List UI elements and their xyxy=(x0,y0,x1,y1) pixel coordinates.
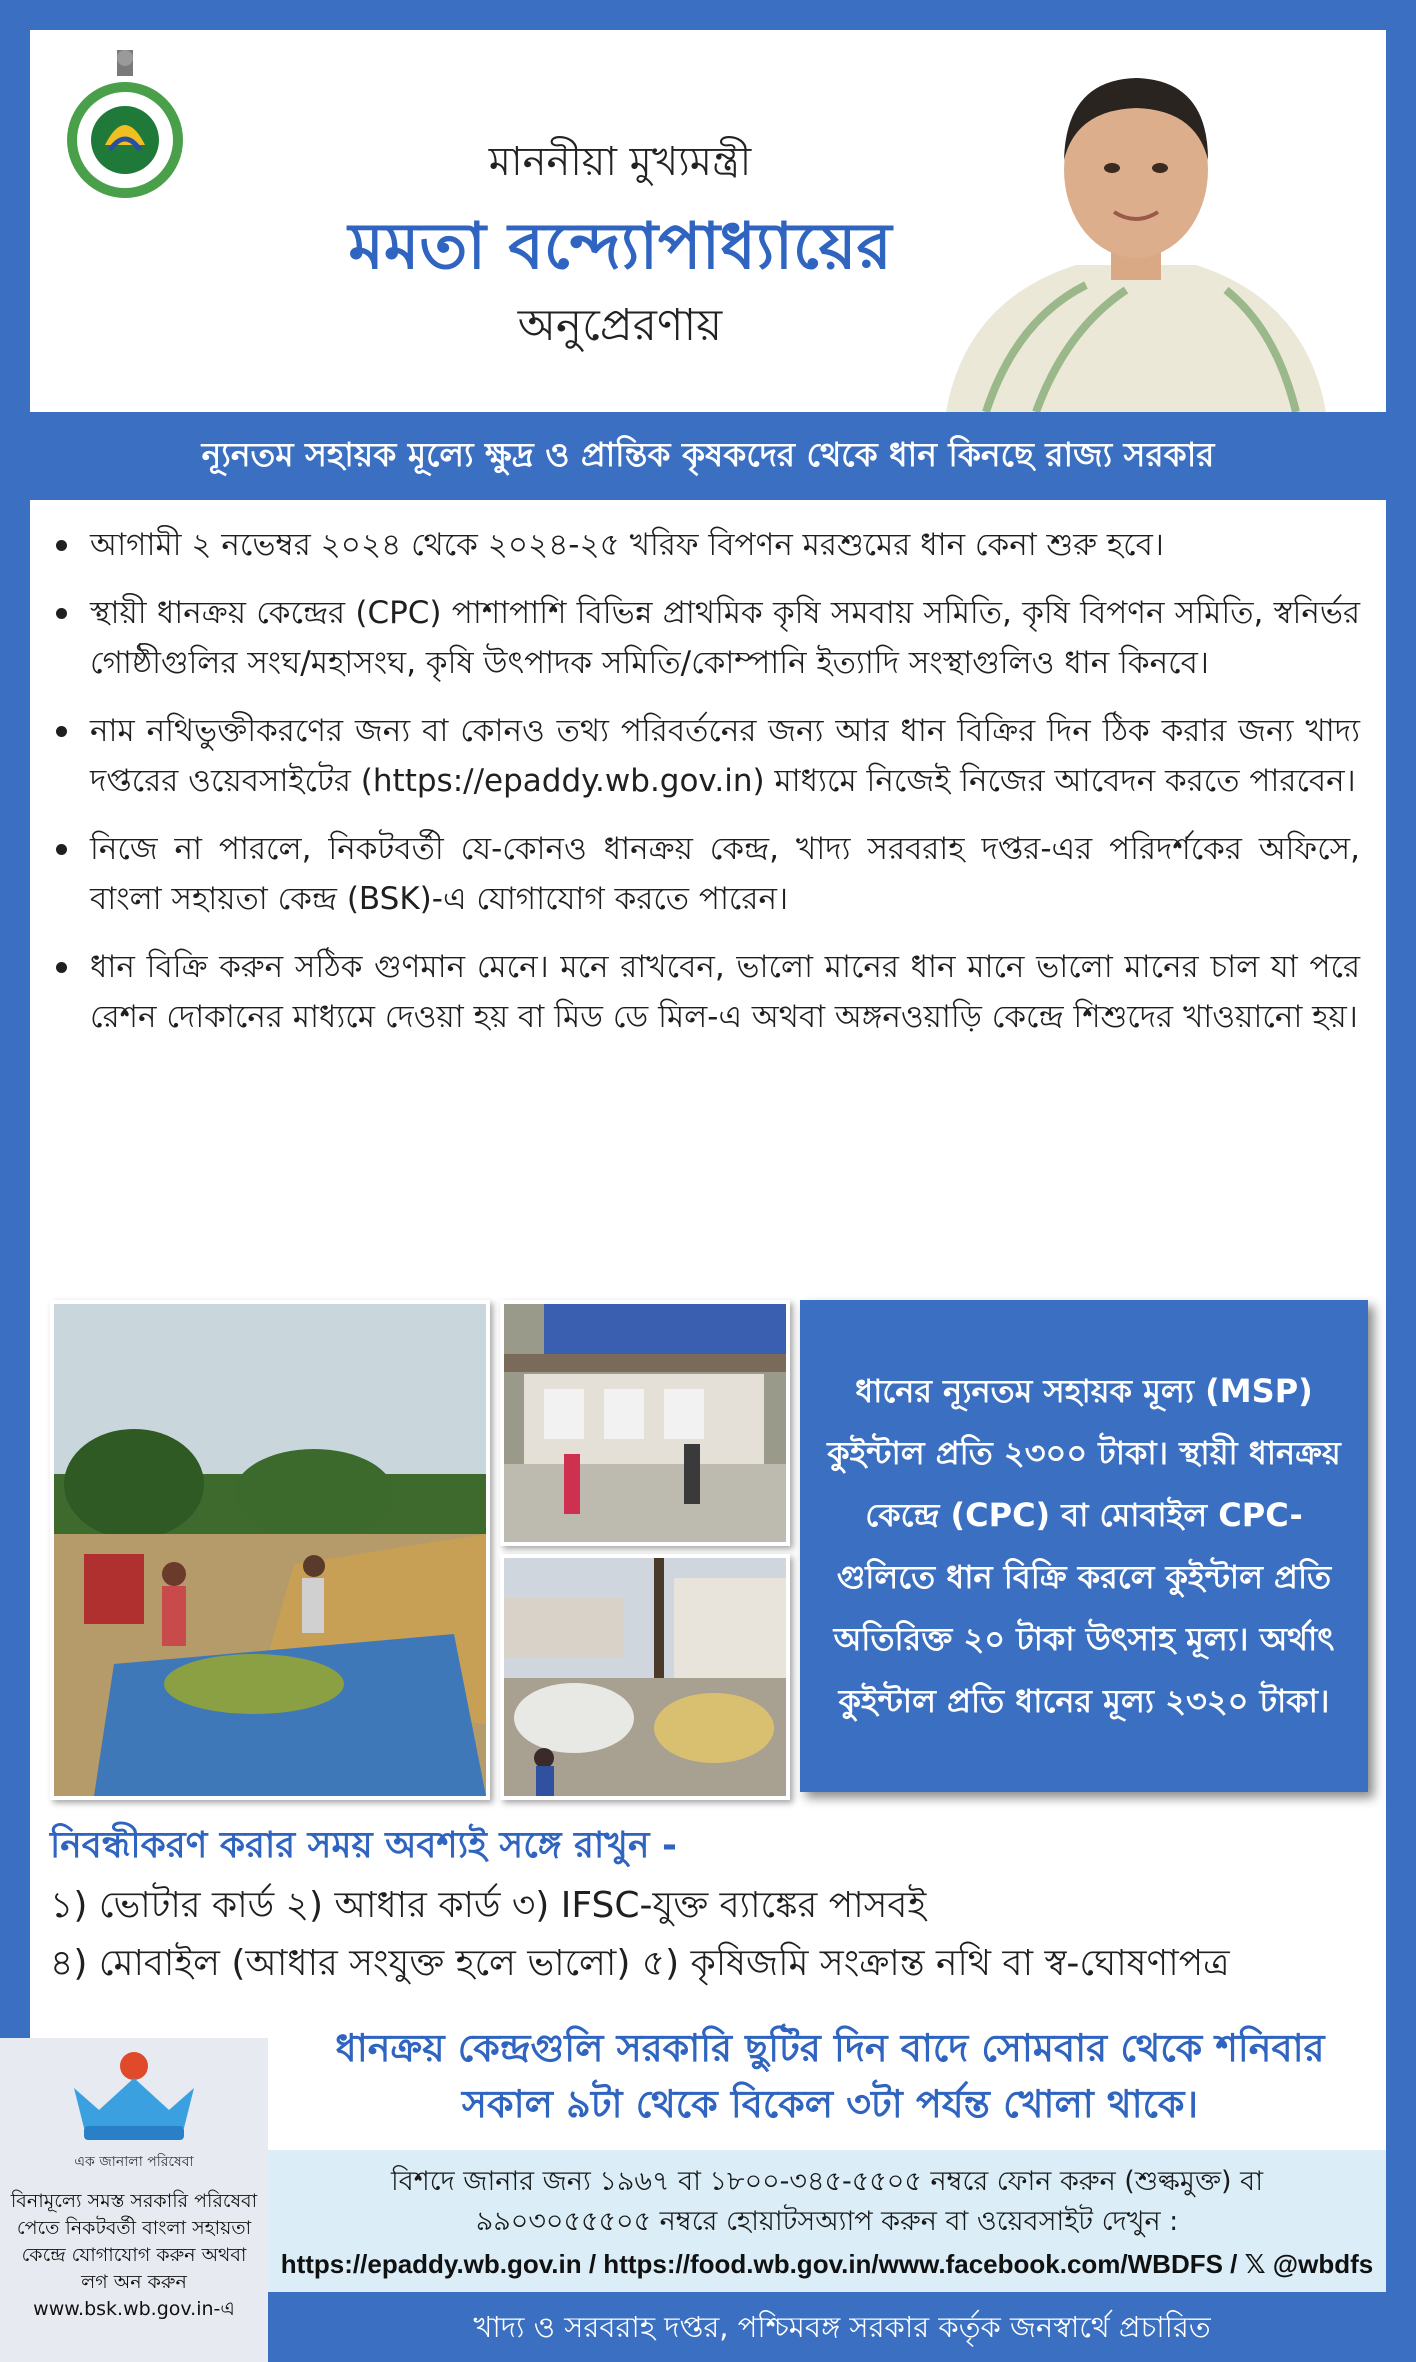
bsk-tagline: এক জানালা পরিষেবা xyxy=(74,2154,194,2170)
contact-whatsapp-text: ৯৯০৩০৫৫৫০৫ নম্বরে হোয়াটসঅ্যাপ করুন বা ওয়েবসাইট দেখুন : xyxy=(475,2206,1179,2237)
footer-credit: খাদ্য ও সরবরাহ দপ্তর, পশ্চিমবঙ্গ সরকার কর্তৃক জনস্বার্থে প্রচারিত xyxy=(268,2292,1416,2362)
msp-info-box xyxy=(800,1300,1368,1792)
paddy-sacks-photo xyxy=(500,1554,790,1800)
msp-text: ধানের ন্যূনতম সহায়ক মূল্য (MSP) কুইন্টাল প্রতি ২৩০০ টাকা। স্থায়ী ধানক্রয় কেন্দ্রে (CPC) বা মোবাইল CPC-গুলিতে ধান বিক্রি করলে কুইন্টাল প্রতি অতিরিক্ত ২০ টাকা উৎসাহ মূল্য। অর্থাৎ কুইন্টাল প্রতি ধানের মূল্য ২৩২০ টাকা। xyxy=(827,1372,1341,1720)
govt-emblem-icon xyxy=(60,50,190,200)
list-item: নাম নথিভুক্তীকরণের জন্য বা কোনও তথ্য পরিবর্তনের জন্য আর ধান বিক্রির দিন ঠিক করার জন্য খাদ্য দপ্তরের ওয়েবসাইটের (https://epaddy.wb.gov.in) মাধ্যমে নিজেই নিজের আবেদন করতে পারবেন। xyxy=(50,706,1360,806)
header-title: মমতা বন্দ্যোপাধ্যায়ের xyxy=(348,210,892,284)
registration-heading: নিবন্ধীকরণ করার সময় অবশ্যই সঙ্গে রাখুন - xyxy=(50,1825,677,1866)
paddy-procurement-photo xyxy=(50,1300,490,1800)
info-bullet-list xyxy=(50,520,1360,1060)
opening-hours-text: ধানক্রয় কেন্দ্রগুলি সরকারি ছুটির দিন বাদে সোমবার থেকে শনিবার সকাল ৯টা থেকে বিকেল ৩টা পর্যন্ত খোলা থাকে। xyxy=(335,2026,1325,2126)
registration-documents-2: ৪) মোবাইল (আধার সংযুক্ত হলে ভালো) ৫) কৃষিজমি সংক্রান্ত নথি বা স্ব-ঘোষণাপত্র xyxy=(50,1943,1230,1984)
contact-phone-text: বিশদে জানার জন্য ১৯৬৭ বা ১৮০০-৩৪৫-৫৫০৫ নম্বরে ফোন করুন (শুল্কমুক্ত) বা xyxy=(390,2166,1264,2197)
list-item: ধান বিক্রি করুন সঠিক গুণমান মেনে। মনে রাখবেন, ভালো মানের ধান মানে ভালো মানের চাল যা পরে রেশন দোকানের মাধ্যমে দেওয়া হয় বা মিড ডে মিল-এ অথবা অঙ্গনওয়াড়ি কেন্দ্রে শিশুদের খাওয়ানো হয়। xyxy=(50,942,1360,1042)
list-item: স্থায়ী ধানক্রয় কেন্দ্রের (CPC) পাশাপাশি বিভিন্ন প্রাথমিক কৃষি সমবায় সমিতি, কৃষি বিপণন সমিতি, স্বনির্ভর গোষ্ঠীগুলির সংঘ/মহাসংঘ, কৃষি উৎপাদক সমিতি/কোম্পানি ইত্যাদি সংস্থাগুলিও ধান কিনবে। xyxy=(50,588,1360,688)
list-item: আগামী ২ নভেম্বর ২০২৪ থেকে ২০২৪-২৫ খরিফ বিপণন মরশুমের ধান কেনা শুরু হবে। xyxy=(50,520,1360,570)
contact-links[interactable]: https://epaddy.wb.gov.in / https://food.wb.gov.in/www.facebook.com/WBDFS / 𝕏 @wbdfs xyxy=(280,2249,1374,2279)
contact-box xyxy=(268,2150,1386,2292)
bsk-panel xyxy=(0,2038,268,2362)
registration-documents-1: ১) ভোটার কার্ড ২) আধার কার্ড ৩) IFSC-যুক্ত ব্যাঙ্কের পাসবই xyxy=(50,1885,927,1926)
headline-banner: ন্যূনতম সহায়ক মূল্যে ক্ষুদ্র ও প্রান্তিক কৃষকদের থেকে ধান কিনছে রাজ্য সরকার xyxy=(201,435,1215,474)
procurement-centre-photo xyxy=(500,1300,790,1546)
header-subtitle: মাননীয়া মুখ্যমন্ত্রী xyxy=(488,139,752,185)
list-item: নিজে না পারলে, নিকটবর্তী যে-কোনও ধানক্রয় কেন্দ্র, খাদ্য সরবরাহ দপ্তর-এর পরিদর্শকের অফিসে, বাংলা সহায়তা কেন্দ্র (BSK)-এ যোগাযোগ করতে পারেন। xyxy=(50,824,1360,924)
chief-minister-portrait xyxy=(926,50,1346,412)
bsk-crown-logo-icon xyxy=(54,2048,214,2148)
bsk-text: বিনামূল্যে সমস্ত সরকারি পরিষেবা পেতে নিকটবর্তী বাংলা সহায়তা কেন্দ্রে যোগাযোগ করুন অথবা লগ অন করুন www.bsk.wb.gov.in-এ xyxy=(10,2190,258,2320)
header-panel xyxy=(30,30,1386,412)
header-tagline: অনুপ্রেরণায় xyxy=(517,300,723,351)
content-panel xyxy=(30,500,1386,2150)
